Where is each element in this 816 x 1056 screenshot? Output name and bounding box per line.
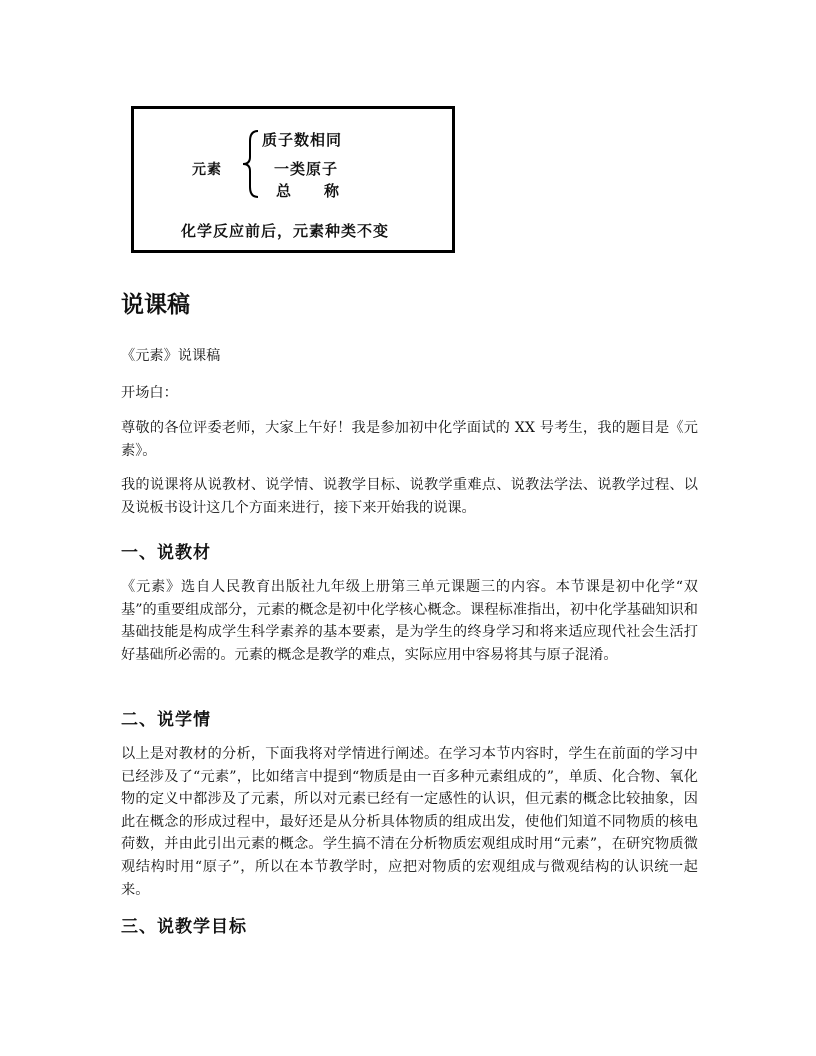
section-paragraph-textbook: 《元素》选自人民教育出版社九年级上册第三单元课题三的内容。本节课是初中化学“双基”的重要组成部分，元素的概念是初中化学核心概念。课程标准指出，初中化学基础知识和基础技能是构成学生科学素养的基本要素，是为学生的终身学习和将来适应现代社会生活打好基础所必需的。元素的概念是教学的难点，实际应用中容易将其与原子混淆。 [121,579,698,663]
board-line-proton-number: 质子数相同 [262,131,343,149]
section-heading-textbook: 一、说教材 [121,543,211,563]
opening-label: 开场白： [121,385,178,401]
lesson-title: 《元素》说课稿 [121,348,221,364]
section-paragraph-students: 以上是对教材的分析，下面我将对学情进行阐述。在学习本节内容时，学生在前面的学习中已经涉及了“元素”，比如绪言中提到“物质是由一百多种元素组成的”，单质、化合物、氧化物的定义中都涉及了元素，所以对元素已经有一定感性的认识，但元素的概念比较抽象，因此在概念的形成过程中，最好还是从分析具体物质的组成出发，使他们知道不同物质的核电荷数，并由此引出元素的概念。学生搞不清在分析物质宏观组成时用“元素”，在研究物质微观结构时用“原子”，所以在本节教学时，应把对物质的宏观组成与微观结构的认识统一起来。 [121,746,698,898]
blackboard-design-box [131,106,455,253]
board-line-atom-type: 一类原子 [274,160,339,178]
board-element-label: 元素 [192,162,222,178]
page-title: 说课稿 [121,292,190,318]
opening-paragraph-2: 我的说课将从说教材、说学情、说教学目标、说教学重难点、说教法学法、说教学过程、以及说板书设计这几个方面来进行，接下来开始我的说课。 [121,477,698,516]
section-heading-objectives: 三、说教学目标 [121,917,247,937]
section-heading-students: 二、说学情 [121,710,211,730]
curly-brace-icon [240,129,260,199]
opening-paragraph-1: 尊敬的各位评委老师，大家上午好！我是参加初中化学面试的 XX 号考生，我的题目是《元素》。 [121,420,698,459]
board-line-general-term: 总 称 [276,182,341,200]
board-bottom-statement: 化学反应前后，元素种类不变 [181,222,390,240]
